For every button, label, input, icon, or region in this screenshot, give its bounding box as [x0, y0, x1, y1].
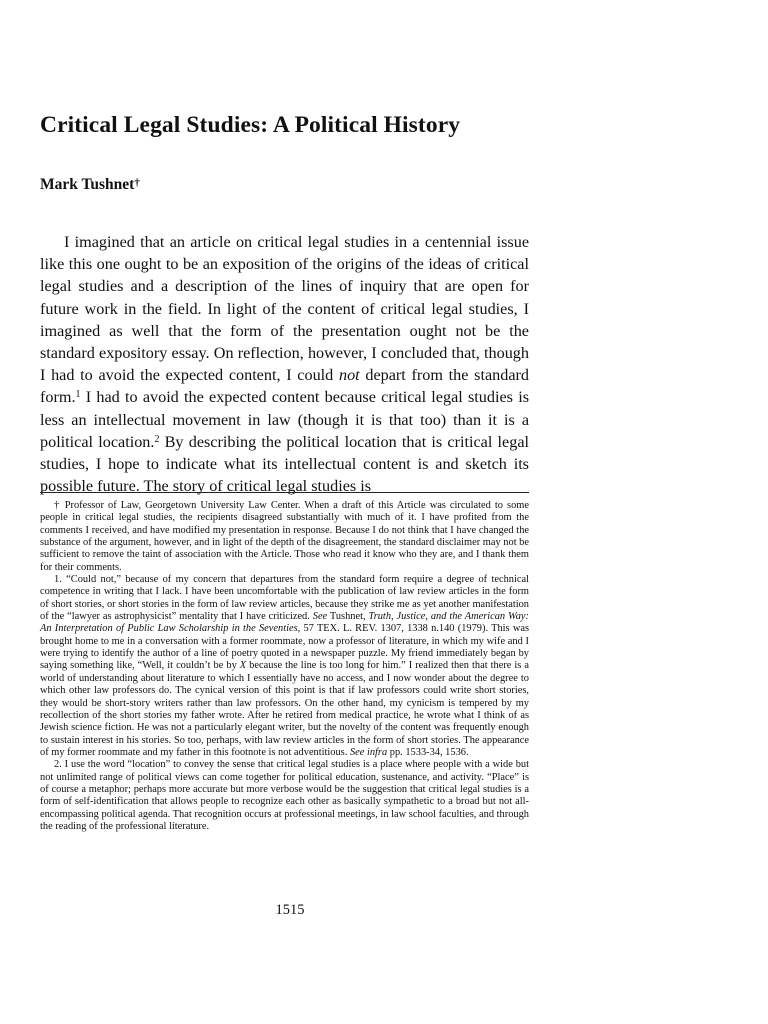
footnote-1-text: “Could not,” because of my concern that departures from the standard form require a degree of technical competence in writing that I lack. I have been uncomfortable with the publication of law review articles in the form of short stories, or short stories in the form of law review articles, because they strike me as yet another manifestation of the “lawyer as astrophysicist” mentality that I have criticized.	[40, 574, 529, 623]
footnote-dagger-text: Professor of Law, Georgetown University Law Center. When a draft of this Article was circulated to some people in critical legal studies, the recipients disagreed substantially with much of it. I have profited from the comments I received, and have modified my presentation in response. Because I do not think that I have changed the substance of the argument, however, and in light of the depth of the disagreement, the standard disclaimer may not be sufficient to remove the taint of association with the Article. Those who read it know who they are, and I thank them for their comments.	[40, 500, 529, 573]
author-byline	[40, 176, 140, 194]
body-text-segment: I imagined that an article on critical legal studies in a centennial issue like this one ought to be an exposition of the origins of the ideas of critical legal studies and a description of the lines of inquiry that are open for future work in the field. In light of the content of critical legal studies, I imagined as well that the form of the presentation ought not be the standard expository essay. On reflection, however, I concluded that, though I had to avoid the expected content, I could	[40, 233, 529, 385]
footnote-1-text: because the line is too long for him.” I realized then that there is a world of understanding about literature to which I essentially have no access, and I now wonder about the degree to which other law professors do. The cynical version of this point is that if law professors could write short stories, they would be short-story writers rather than law professors. On the other hand, my cynicism is tempered by my recollection of the short stories my father wrote. After he retired from medical practice, he wrote what I think of as Jewish science fiction. He was not a particularly elegant writer, but the novelty of the content was frequently enough to sustain interest in his stories. So too, perhaps, with law review articles in the form of short stories. The appearance of my former roommate and my father in this footnote is not adventitious.	[40, 660, 529, 758]
body-paragraph	[40, 231, 529, 497]
footnote-2-text: I use the word “location” to convey the sense that critical legal studies is a place where people with a wide but not unlimited range of political views can come together for political education, sustenance, and activity. “Place” is of course a metaphor; perhaps more accurate but more verbose would be the suggestion that critical legal studies is a form of self-identification that allows people to recognize each other as basically sympathetic to a broad but not all-encompassing political agenda. That recognition occurs at professional meetings, in law school faculties, and through the reading of the professional literature.	[40, 759, 529, 832]
body-text-segment: I had to avoid the expected content because critical legal studies is less an intellectual movement in law (though it is that too) than it is a political location.	[40, 388, 529, 451]
emphasis-not: not	[338, 366, 360, 385]
author-footnote-mark: †	[134, 177, 140, 189]
body-text-segment: By describing the political location that is critical legal studies, I hope to indicate what its intellectual content is and sketch its possible future. The story of critical legal studies is	[40, 432, 529, 496]
footnote-1-cite-title: Truth, Justice, and the American Way: An Interpretation of Public Law Scholarship in the Seventies	[40, 611, 529, 635]
footnote-1-text: pp. 1533-34, 1536.	[387, 746, 469, 758]
page-number: 1515	[275, 902, 305, 918]
footnote-dagger	[40, 500, 529, 574]
body-text-segment: depart from the standard form.	[40, 366, 529, 407]
footnote-1-text: , 57 TEX. L. REV. 1307, 1338 n.140 (1979). This was brought home to me in a conversation with a former roommate, now a professor of literature, in which my wife and I were trying to identify the author of a line of poetry quoted in a newspaper puzzle. My friend immediately began by saying something like, “Well, it couldn’t be by	[40, 623, 529, 672]
article-title: Critical Legal Studies: A Political History	[40, 112, 461, 138]
footnote-1-text: Tushnet,	[327, 611, 369, 623]
footnote-ref-2: 2	[154, 433, 160, 445]
footnote-1-variable: X	[239, 660, 247, 672]
footnote-1-signal: See	[312, 611, 328, 623]
footnote-divider	[40, 492, 529, 493]
footnote-2	[40, 759, 529, 833]
author-name: Mark Tushnet	[40, 176, 135, 193]
footnote-2-number: 2.	[54, 759, 62, 771]
footnote-dagger-mark: †	[54, 500, 61, 511]
footnote-1	[40, 574, 529, 759]
footnotes-section	[40, 500, 529, 833]
footnote-ref-1: 1	[75, 389, 81, 401]
footnote-1-number: 1.	[54, 574, 62, 586]
footnote-1-signal: See infra	[349, 746, 388, 758]
